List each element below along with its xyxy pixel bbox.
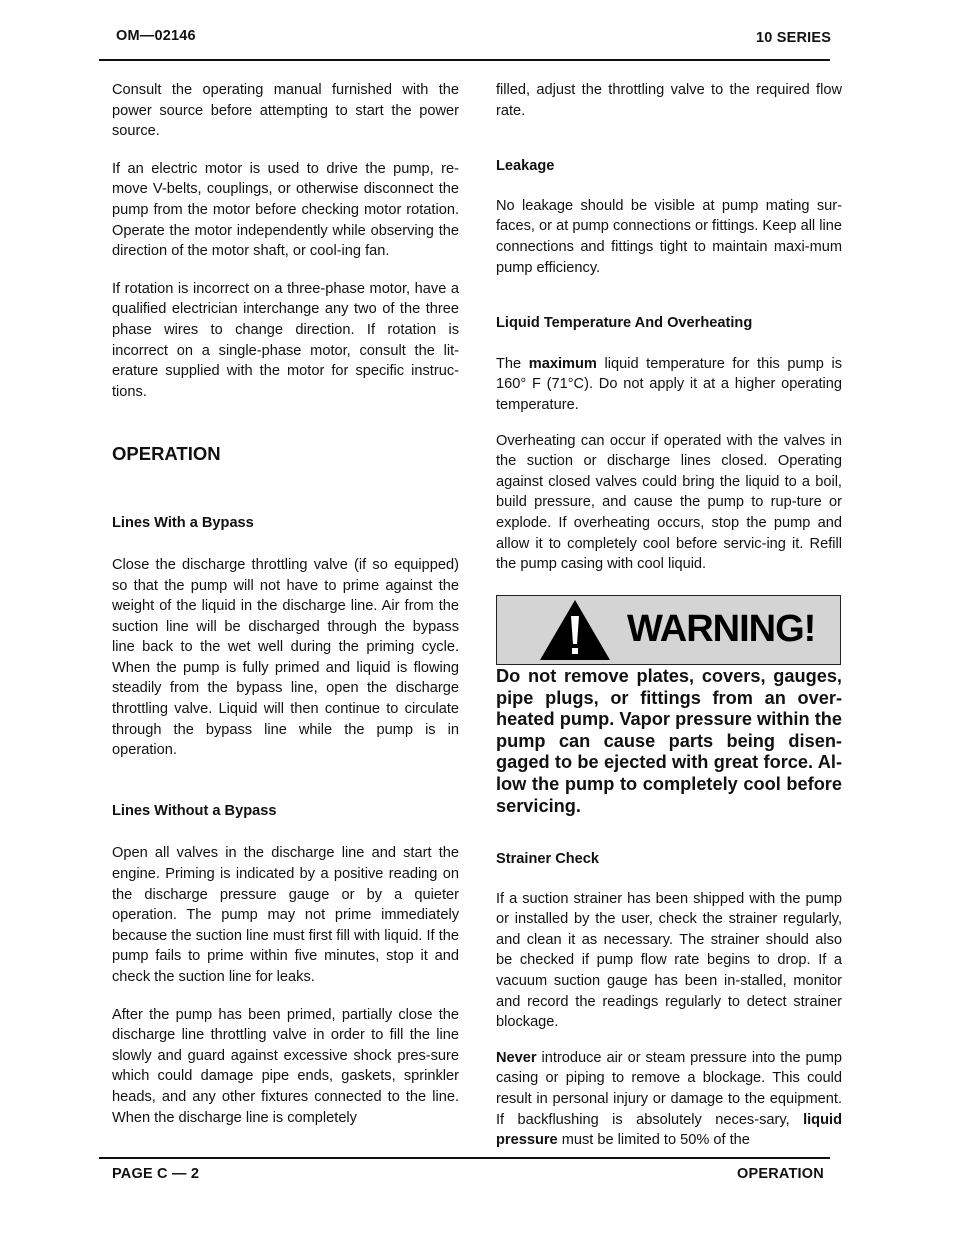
right-column	[496, 80, 842, 575]
subheading-liquid-temperature: Liquid Temperature And Overheating	[496, 315, 753, 332]
header-rule	[99, 59, 830, 61]
subheading-lines-with-bypass: Lines With a Bypass	[112, 515, 254, 532]
warning-message: Do not remove plates, covers, gauges, pipe plugs, or fittings from an over-heated pump. Vapor pressure within the pump can cause parts being disen-gaged to be ejected with great force. Al-low the pump to completely cool before servicing.	[496, 666, 842, 816]
page-number: PAGE C — 2	[112, 1166, 200, 1182]
left-column	[112, 80, 459, 1128]
section-title: OPERATION	[112, 443, 221, 465]
warning-triangle-icon	[538, 598, 612, 662]
paragraph-never-introduce	[496, 1048, 842, 1151]
document-number: OM—02146	[116, 28, 196, 44]
subheading-strainer-check: Strainer Check	[496, 851, 600, 867]
paragraph-leakage: No leakage should be visible at pump mating sur-faces, or at pump connections or fittings. Keep all line connections and fittings tight to maintain maxi-mum pump efficiency.	[496, 197, 842, 276]
right-column-lower	[496, 849, 842, 1151]
text-segment: The	[496, 355, 529, 372]
paragraph-power-source: Consult the operating manual furnished with the power source before attempting to start the power source.	[112, 82, 459, 140]
text-segment: introduce air or steam pressure into the pump casing or piping to remove a blockage. This could result in personal injury or damage to the equipment. If backflushing is absolutely neces-sary,	[496, 1049, 842, 1128]
subheading-lines-without-bypass: Lines Without a Bypass	[112, 802, 277, 819]
footer-section-label: OPERATION	[737, 1166, 824, 1182]
warning-banner	[496, 595, 841, 665]
footer-rule	[99, 1157, 830, 1159]
paragraph-overheating: Overheating can occur if operated with the valves in the suction or discharge lines closed. Operating against closed valves could bring the liquid to a boil, build pressure, and cause the pump to rup-ture or explode. If overheating occurs, stop the pump and allow it to completely cool before servic-ing it. Refill the pump casing with cool liquid.	[496, 432, 842, 573]
paragraph-strainer-check: If a suction strainer has been shipped with the pump or installed by the user, check the strainer regularly, and clean it as necessary. The strainer should also be checked if pump flow rate begins to drop. If a vacuum suction gauge has been in-stalled, monitor and record the readings regularly to detect strainer blockage.	[496, 890, 842, 1031]
emphasis-never: Never	[496, 1049, 537, 1066]
paragraph-lines-without-bypass: Open all valves in the discharge line and start the engine. Priming is indicated by a positive reading on the discharge pressure gauge or by a quieter operation. The pump may not prime immediately because the suction line must first fill with liquid. If the pump fails to prime within five minutes, stop it and check the suction line for leaks.	[112, 845, 459, 985]
paragraph-lines-with-bypass: Close the discharge throttling valve (if so equipped) so that the pump will not have to prime against the weight of the liquid in the discharge line. Air from the suction line will be discharged through the bypass line back to the wet well during the priming cycle. When the pump is fully primed and liquid is flowing steadily from the bypass line, open the discharge throttling valve. Liquid will then continue to circulate through the bypass line while the pump is in operation.	[112, 556, 459, 759]
paragraph-rotation: If rotation is incorrect on a three-phase motor, have a qualified electrician interchange any two of the three phase wires to change direction. If rotation is incorrect on a single-phase motor, consult the lit-erature supplied with the motor for specific instruc-tions.	[112, 280, 459, 400]
paragraph-flow-rate: filled, adjust the throttling valve to the required flow rate.	[496, 82, 842, 119]
warning-label: WARNING!	[627, 608, 816, 650]
subheading-leakage: Leakage	[496, 158, 555, 175]
paragraph-after-primed: After the pump has been primed, partially close the discharge line throttling valve in order to fill the line slowly and guard against excessive shock pres-sure which could damage pipe ends, gaskets, sprinkler heads, and any other fixtures connected to the line. When the discharge line is completely	[112, 1006, 459, 1126]
text-segment: must be limited to 50% of the	[557, 1132, 750, 1149]
paragraph-electric-motor: If an electric motor is used to drive the pump, re-move V-belts, couplings, or otherwise disconnect the pump from the motor before checking motor rotation. Operate the motor independently while observing the direction of the motor shaft, or cool-ing fan.	[112, 160, 459, 260]
emphasis-liquid-pressure: liquid pressure	[496, 1111, 842, 1149]
series-label: 10 SERIES	[756, 30, 832, 46]
emphasis-maximum: maximum	[528, 355, 597, 372]
text-segment: liquid temperature for this pump is 160° F (71°C). Do not apply it at a higher operating temperature.	[496, 355, 843, 413]
paragraph-max-temperature	[496, 354, 842, 416]
